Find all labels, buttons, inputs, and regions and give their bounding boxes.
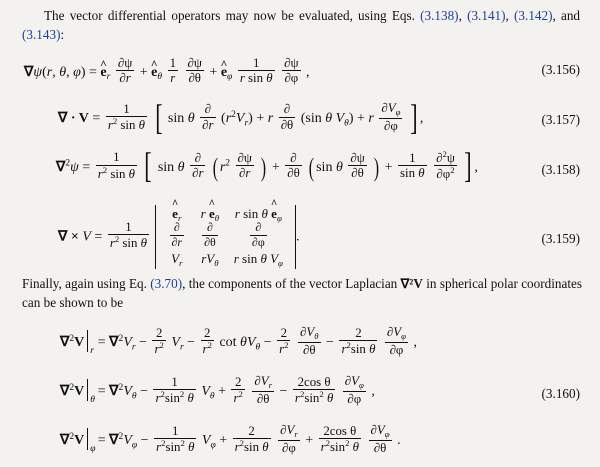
equation-3157: ∇ · V = $\frac{1}{r^2 \sin \theta}$ [ sin θ $\frac{\partial}{\partial r}$ $(r^2V_r) + r$ $\frac{\partial}{\partial\theta}$ (sin θ $V_\theta) + r$ $\frac{\partial V_\varphi}{\partial\varphi}$ ] , xyxy=(58,96,424,137)
intro-text-1: The vector differential operators may now be evaluated, using Eqs. xyxy=(44,8,421,23)
eq-ref-3138[interactable]: (3.138) xyxy=(420,8,459,23)
middle-text-3: in spherical polar coordinates can be shown to be xyxy=(22,276,582,311)
determinant-row: $\frac{\partial}{\partial r}$ $\frac{\partial}{\partial\theta}$ $\frac{\partial}{\partial\varphi}$ xyxy=(171,220,265,249)
equation-number-3157: (3.157) xyxy=(541,112,580,127)
determinant-row: e $\^{}_r$ r e $\^{}_\theta$ r sin θ e $\^{}_\varphi$ xyxy=(161,206,290,223)
determinant-row: $V_r$ $rV_\theta$ r sin θ $V_\varphi$ xyxy=(171,251,283,268)
equation-3160-phi: ∇$^2$V φ = $\nabla^2V_\varphi$ − $\frac{1}{r^2\sin^2 \theta}$ $V_\varphi$ + $\frac{2}{r^2\sin \theta}$ $\frac{\partial V_r}{\partial\varphi}$ + $\frac{\text{2cos θ}}{r^2\sin^2 \theta}$ $\frac{\partial V_\varphi}{\partial\theta}$ . xyxy=(60,423,401,455)
equation-3160-r: ∇$^2$V r = $\nabla^2V_r$ − $\frac{2}{r^2}$ $V_r$ − $\frac{2}{r^2}$ $\cot \theta V_\theta$ − $\frac{2}{r^2}$ $\frac{\partial V_\theta}{\partial\theta}$ − $\frac{2}{r^2\sin \theta}$ $\frac{\partial V_\varphi}{\partial\varphi}$ , xyxy=(60,325,418,357)
intro-paragraph xyxy=(22,6,580,44)
equation-3159: ∇ × V = $\frac{1}{r^2 \sin \theta}$ e $\^{}_r$ r e $\^{}_\theta$ r sin θ e $\^{}_\varphi$ $\frac{\partial}{\partial r}$ $\frac{\partial}{\partial\theta}$ $\frac{\partial}{\partial\varphi}$ $V_r$ $rV_\theta$ r sin θ $V_\varphi$ . xyxy=(58,205,299,269)
intro-sep-4: : xyxy=(60,27,65,43)
middle-text-2: , the components of the vector Laplacian xyxy=(182,276,401,291)
equation-number-3159: (3.159) xyxy=(541,231,580,246)
middle-paragraph xyxy=(22,274,582,312)
equation-3160-theta: ∇$^2$V θ = $\nabla^2V_\theta$ − $\frac{1}{r^2\sin^2 \theta}$ $V_\theta$ + $\frac{2}{r^2}$ $\frac{\partial V_r}{\partial\theta}$ − $\frac{\text{2cos θ}}{r^2\sin^2 \theta}$ $\frac{\partial V_\varphi}{\partial\varphi}$ , xyxy=(60,374,375,406)
equation-number-3156: (3.156) xyxy=(541,62,580,77)
middle-text-1: Finally, again using Eq. xyxy=(22,276,151,291)
eq-ref-3143[interactable]: (3.143) xyxy=(22,27,61,43)
equation-number-3160: (3.160) xyxy=(541,386,580,401)
vector-laplacian-symbol: ∇²V xyxy=(400,276,423,291)
equation-number-3158: (3.158) xyxy=(541,162,580,177)
curl-determinant xyxy=(155,205,296,269)
intro-sep-1: , xyxy=(458,8,468,23)
equation-3158: ∇$^2$ψ = $\frac{1}{r^2 \sin \theta}$ [ sin θ $\frac{\partial}{\partial r}$ ( $r^2$ $\frac{\partial\psi}{\partial r}$ ) + $\frac{\partial}{\partial\theta}$ ( sin θ $\frac{\partial\psi}{\partial\theta}$ ) + $\frac{1}{\text{sin θ}}$ $\frac{\partial^2\psi}{\partial\varphi^2}$ ] , xyxy=(56,145,478,186)
eq-ref-370[interactable]: (3.70) xyxy=(150,276,183,291)
intro-sep-3: , and xyxy=(552,8,581,23)
intro-sep-2: , xyxy=(505,8,515,23)
equation-3156: ∇ψ(r, θ, φ) = e $\^{}_r$ $\frac{\partial\psi}{\partial r}$ + e $\^{}_\theta$ $\frac{1}{r}$ $\frac{\partial\psi}{\partial\theta}$ + e $\^{}_\varphi$ $\frac{1}{\text{r sin θ}}$ $\frac{\partial\psi}{\partial\varphi}$ , xyxy=(24,58,310,88)
eq-ref-3142[interactable]: (3.142) xyxy=(514,8,553,23)
eq-ref-3141[interactable]: (3.141) xyxy=(467,8,506,23)
